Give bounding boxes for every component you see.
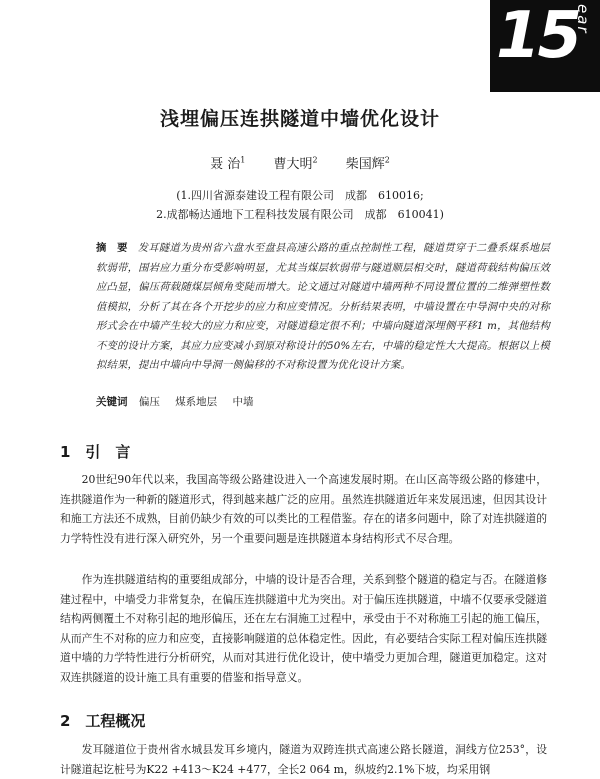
abstract — [96, 239, 550, 376]
keywords — [96, 394, 550, 409]
author-name: 聂 治 — [210, 157, 241, 172]
affiliation-line: 2.成都畅达通地下工程科技发展有限公司 成都 610041) — [156, 208, 444, 221]
author-affiliation-mark: 1 — [240, 155, 246, 165]
abstract-label: 摘 要 — [96, 242, 128, 254]
body-paragraph: 作为连拱隧道结构的重要组成部分，中墙的设计是否合理，关系到整个隧道的稳定与否。在隧道修建过程中，中墙受力非常复杂，在偏压连拱隧道中尤为突出。对于偏压连拱隧道，中墙不仅要承受隧道结构两侧覆土不对称引起的地形偏压，还在左右洞施工过程中，承受由于不对称施工引起的施工偏压，从而产生不对称的应力和应变，直接影响隧道的总体稳定性。因此，有必要结合实际工程对偏压连拱隧道中墙的力学特性进行分析研究，从而对其进行优化设计，使中墙受力更加合理，隧道更加稳定。这对双连拱隧道的设计施工具有重要的借鉴和指导意义。 — [60, 573, 547, 684]
abstract-text: 发耳隧道为贵州省六盘水至盘县高速公路的重点控制性工程，隧道贯穿于二叠系煤系地层软弱带，围岩应力重分布受影响明显，尤其当煤层软弱带与隧道顺层相交时，隧道荷载结构偏压效应凸显，偏压荷载随煤层倾角变陡而增大。论文通过对隧道中墙两种不同设置位置的二维弹塑性数值模拟，分析了其在各个开挖步的应力和应变情况。分析结果表明，中墙设置在中导洞中央的对称形式会在中墙产生较大的应力和应变，对隧道稳定很不利；中墙向隧道深埋侧平移1 m，其他结构不变的设计方案，其应力应变减小到原对称设计的50%左右，中墙的稳定性大大提高。根据以上模拟结果，提出中墙向中导洞一侧偏移的不对称设置为优化设计方案。 — [96, 242, 550, 371]
section-heading-project-overview: 2 工程概况 — [60, 712, 146, 730]
author-list — [0, 153, 600, 172]
page-number-badge — [490, 0, 600, 92]
author-name: 柴国辉 — [345, 157, 385, 172]
keyword: 中墙 — [232, 396, 254, 408]
keywords-label: 关键词 — [96, 396, 128, 408]
affiliation-line: (1.四川省源泰建设工程有限公司 成都 610016; — [176, 189, 424, 202]
author — [210, 157, 245, 172]
year-label: ear — [574, 4, 592, 35]
author — [274, 157, 318, 172]
body-paragraph: 20世纪90年代以来，我国高等级公路建设进入一个高速发展时期。在山区高等级公路的修建中，连拱隧道作为一种新的隧道形式，得到越来越广泛的应用。虽然连拱隧道近年来发展迅速，但因其设计和施工方法还不成熟，目前仍缺少有效的可以类比的工程借鉴。存在的诸多问题中，除了对连拱隧道的力学特性没有进行深入研究外，另一个重要问题是连拱隧道本身结构形式不尽合理。 — [60, 473, 547, 545]
section-heading-introduction: 1 引 言 — [60, 443, 131, 461]
author-name: 曹大明 — [273, 157, 313, 172]
author — [346, 157, 390, 172]
author-affiliation-mark: 2 — [384, 155, 390, 165]
keyword: 偏压 — [138, 396, 160, 408]
keyword: 煤系地层 — [175, 396, 218, 408]
body-paragraph: 发耳隧道位于贵州省水城县发耳乡境内，隧道为双跨连拱式高速公路长隧道，洞线方位253°，设计隧道起讫桩号为K22 +413～K24 +477，全长2 064 m，纵坡约2.1%下坡，均采用钢 — [60, 743, 547, 776]
paper-title: 浅埋偏压连拱隧道中墙优化设计 — [159, 108, 440, 130]
author-affiliation-mark: 2 — [312, 155, 318, 165]
page-number: 15 — [496, 0, 580, 73]
